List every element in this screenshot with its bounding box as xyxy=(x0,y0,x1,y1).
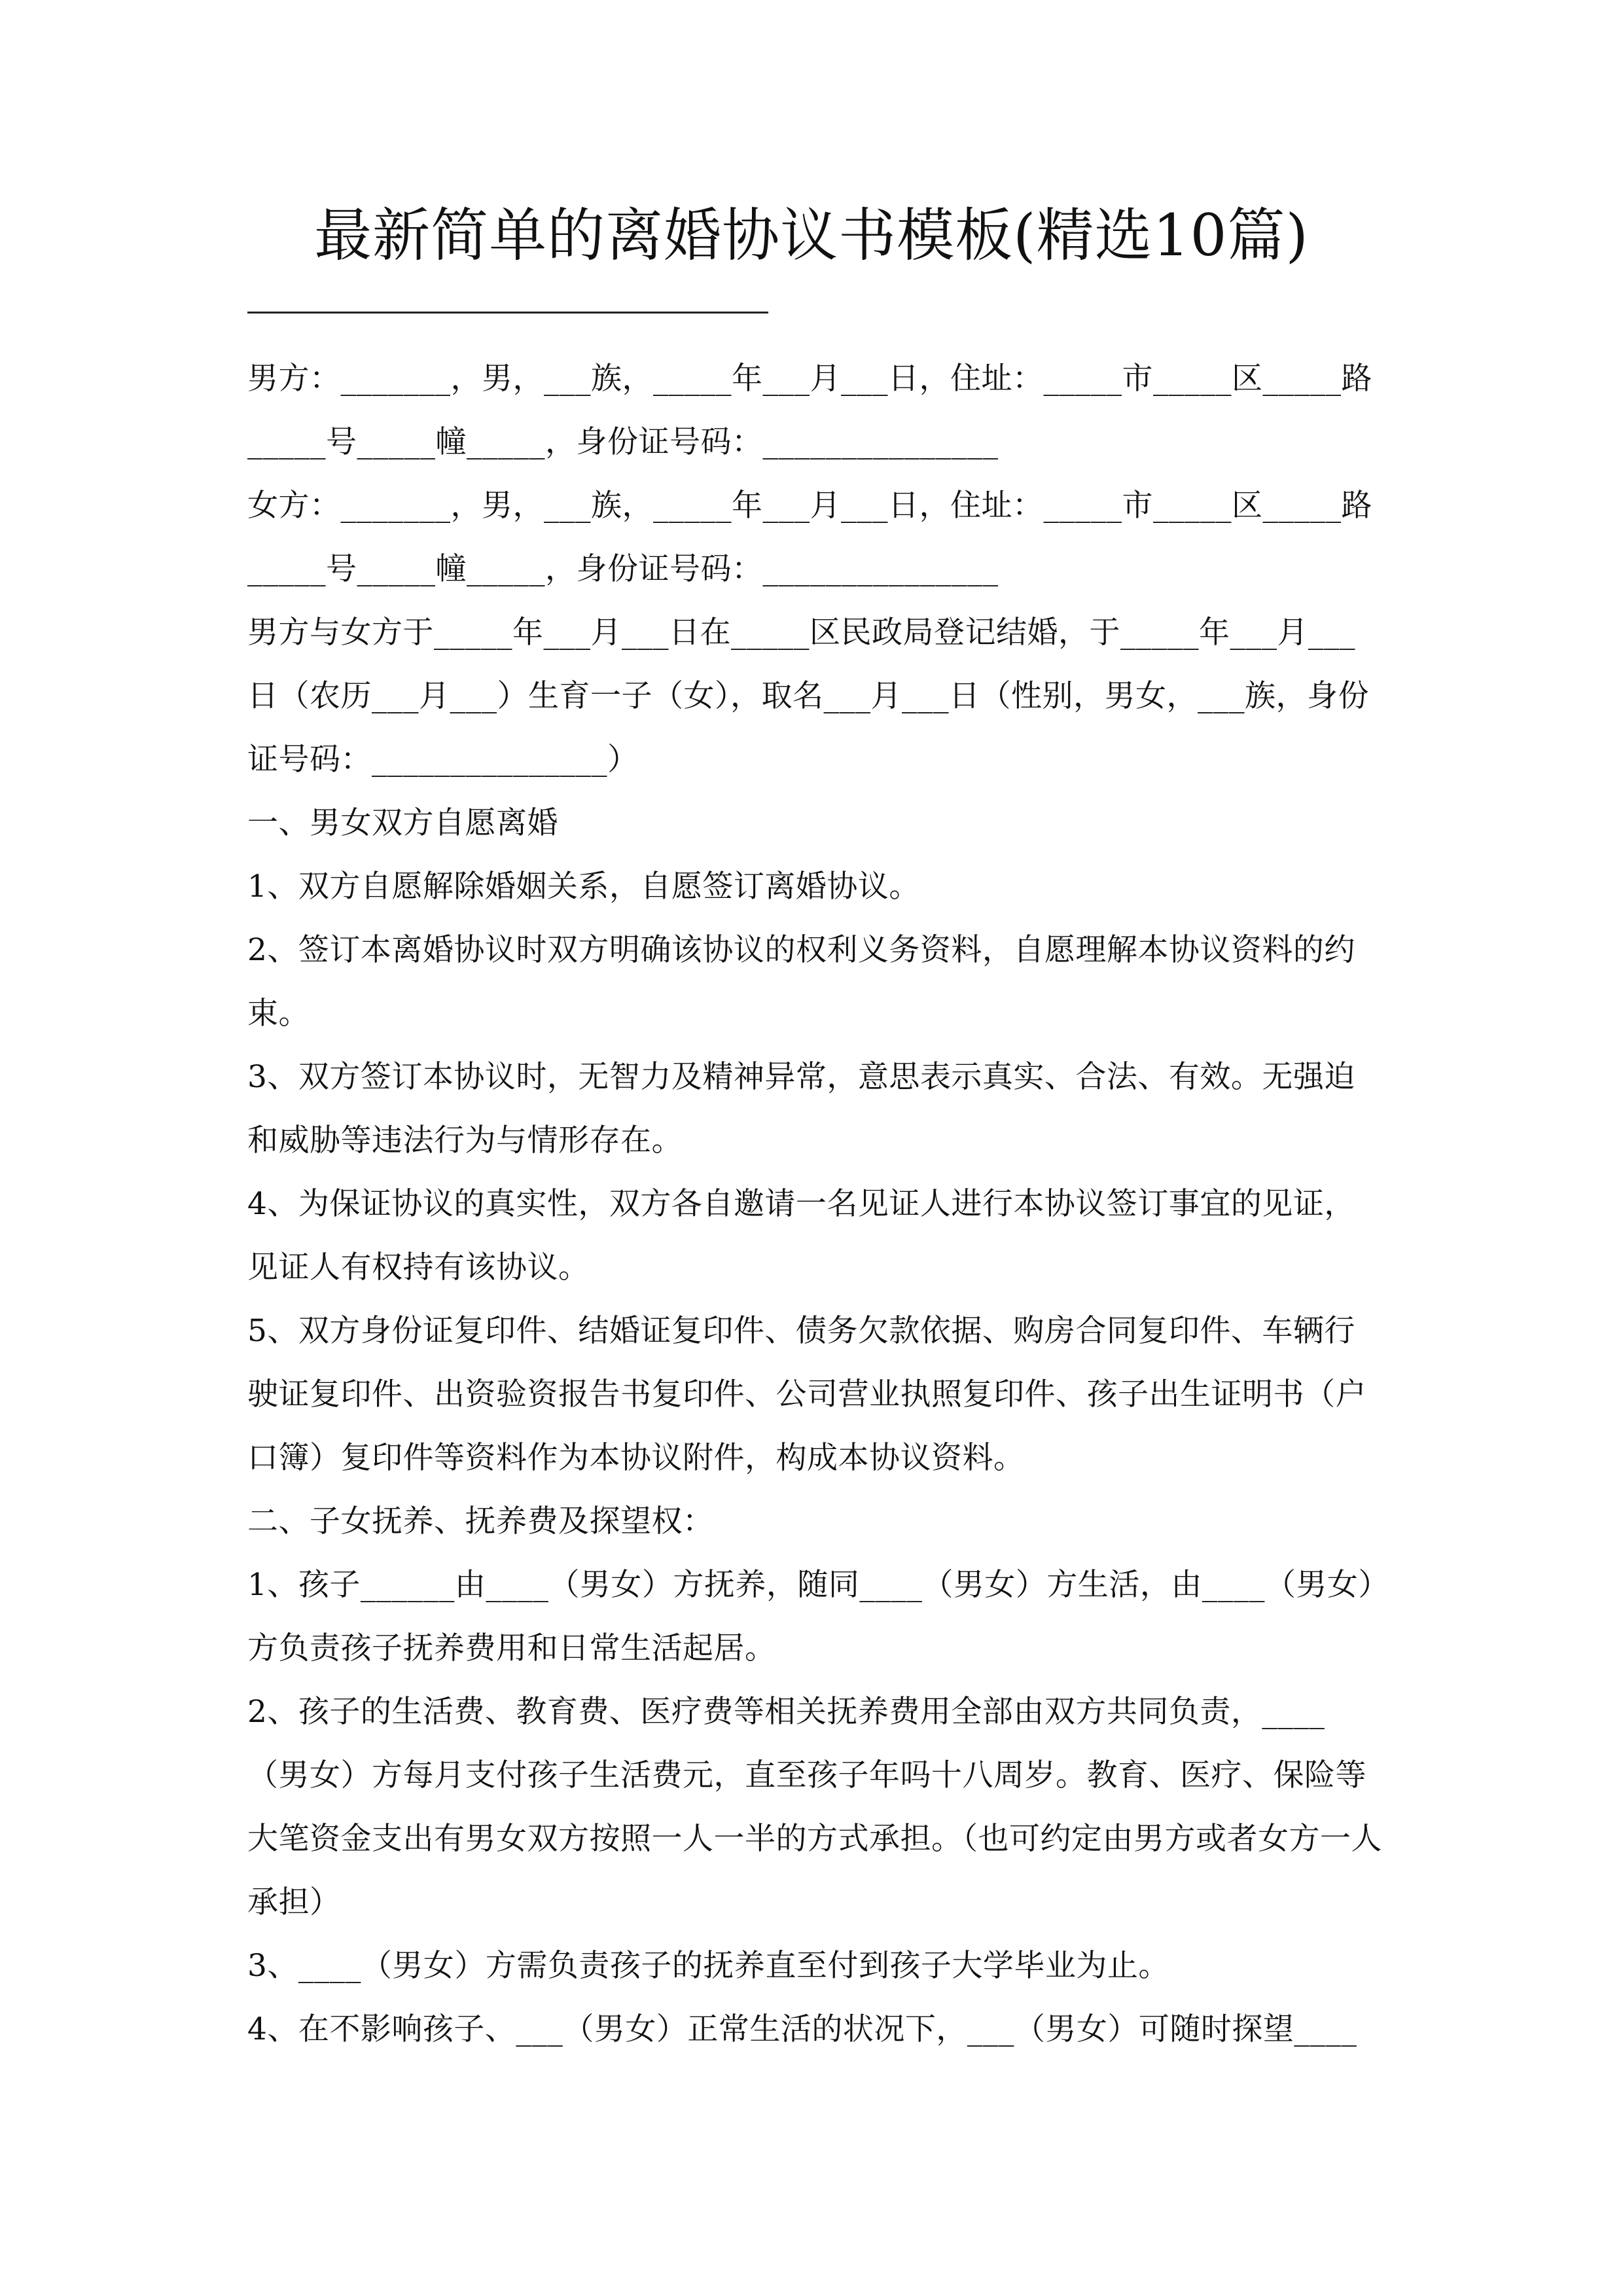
clause-1-4: 4、为保证协议的真实性，双方各自邀请一名见证人进行本协议签订事宜的见证，见证人有权持有该协议。 xyxy=(247,1186,1355,1285)
document-body xyxy=(247,347,1383,2061)
clause-2-3: 3、____（男女）方需负责孩子的抚养直至付到孩子大学毕业为止。 xyxy=(247,1948,1169,1984)
section-heading-voluntary-divorce: 一、男女双方自愿离婚 xyxy=(247,805,558,841)
clause-1-1: 1、双方自愿解除婚姻关系，自愿签订离婚协议。 xyxy=(247,869,920,905)
clause-2-1: 1、孩子______由____（男女）方抚养，随同____（男女）方生活，由____（男女）方负责孩子抚养费用和日常生活起居。 xyxy=(247,1567,1374,1666)
title-underline-divider xyxy=(247,312,768,314)
paragraph-marriage-registration: 男方与女方于_____年___月___日在_____区民政局登记结婚，于_____年___月___日（农历___月___）生育一子（女），取名___月___日（性别，男女，___族，身份证号码：_______________） xyxy=(247,615,1369,778)
paragraph-female-party-info: 女方：_______，男，___族，_____年___月___日，住址：_____市_____区_____路_____号_____幢_____，身份证号码：_______________ xyxy=(247,488,1372,587)
clause-1-3: 3、双方签订本协议时，无智力及精神异常，意思表示真实、合法、有效。无强迫和威胁等违法行为与情形存在。 xyxy=(247,1059,1355,1158)
clause-2-4: 4、在不影响孩子、___（男女）正常生活的状况下，___（男女）可随时探望____ xyxy=(247,2011,1357,2047)
clause-1-5: 5、双方身份证复印件、结婚证复印件、债务欠款依据、购房合同复印件、车辆行驶证复印件、出资验资报告书复印件、公司营业执照复印件、孩子出生证明书（户口簿）复印件等资料作为本协议附件，构成本协议资料。 xyxy=(247,1313,1366,1476)
document-title: 最新简单的离婚协议书模板(精选10篇) xyxy=(314,202,1309,269)
clause-1-2: 2、签订本离婚协议时双方明确该协议的权利义务资料，自愿理解本协议资料的约束。 xyxy=(247,932,1355,1031)
section-heading-child-custody: 二、子女抚养、抚养费及探望权： xyxy=(247,1503,714,1539)
clause-2-2: 2、孩子的生活费、教育费、医疗费等相关抚养费用全部由双方共同负责，____（男女）方每月支付孩子生活费元，直至孩子年吗十八周岁。教育、医疗、保险等大笔资金支出有男女双方按照一人一半的方式承担。（也可约定由男方或者女方一人承担） xyxy=(247,1694,1382,1920)
paragraph-male-party-info: 男方：_______，男，___族，_____年___月___日，住址：_____市_____区_____路_____号_____幢_____，身份证号码：_______________ xyxy=(247,361,1372,460)
